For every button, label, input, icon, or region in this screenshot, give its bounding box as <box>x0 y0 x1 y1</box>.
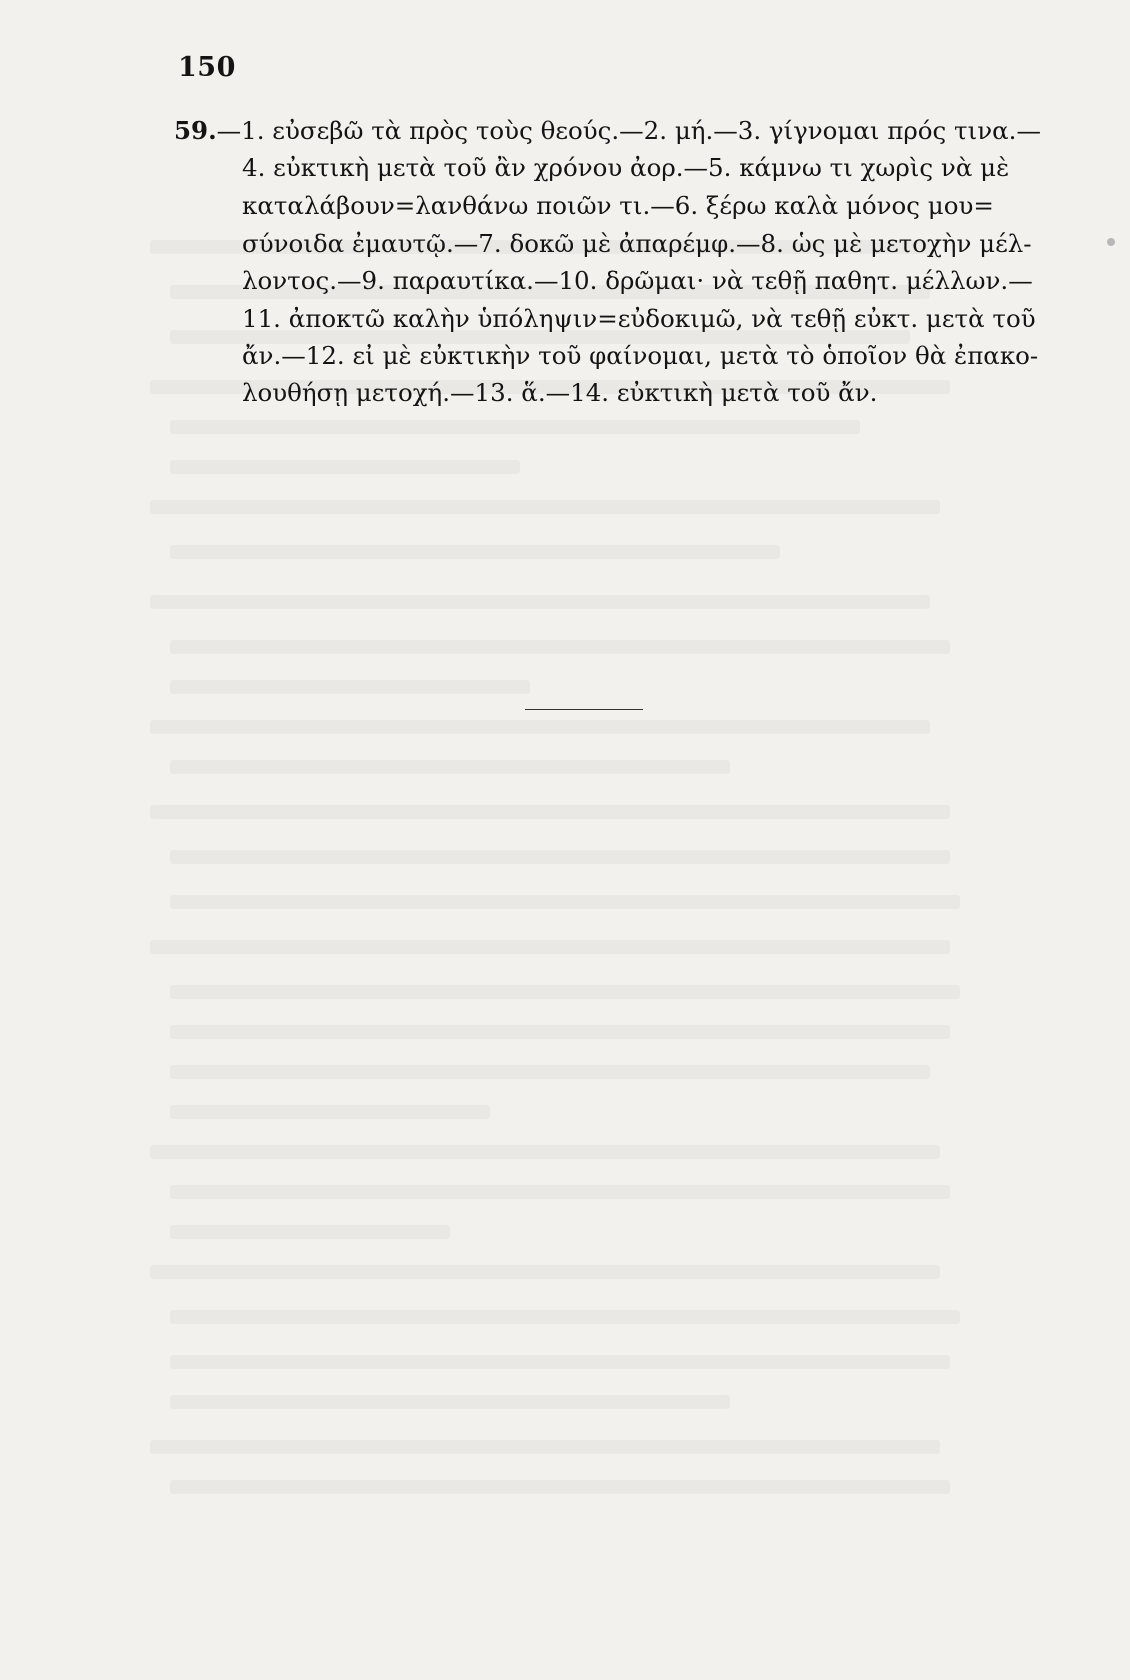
entry-line-1-text: —1. εὐσεβῶ τὰ πρὸς τοὺς θεούς.—2. μή.—3. γίγνομαι πρός τινα.— <box>216 116 1041 145</box>
reverse-side-bleed-through <box>150 60 980 1680</box>
entry-line-2: 4. εὐκτικὴ μετὰ τοῦ ἂν χρόνου ἀορ.—5. κάμνω τι χωρὶς νὰ μὲ <box>242 153 1010 182</box>
entry-line-3: καταλάβουν=λανθάνω ποιῶν τι.—6. ξέρω καλὰ μόνος μου= <box>242 191 994 220</box>
entry-line-8: λουθήσῃ μετοχή.—13. ἅ.—14. εὐκτικὴ μετὰ τοῦ ἄν. <box>242 378 878 407</box>
ink-spot <box>1107 238 1115 246</box>
entry-line-7: ἄν.—12. εἰ μὲ εὐκτικὴν τοῦ φαίνομαι, μετὰ τὸ ὁποῖον θὰ ἐπακο- <box>242 341 1039 370</box>
entry-line-4: σύνοιδα ἐμαυτῷ.—7. δοκῶ μὲ ἀπαρέμφ.—8. ὡς μὲ μετοχὴν μέλ- <box>242 229 1032 258</box>
page-number: 150 <box>178 52 236 83</box>
entry-line-6: 11. ἀποκτῶ καλὴν ὑπόληψιν=εὐδοκιμῶ, νὰ τεθῇ εὐκτ. μετὰ τοῦ <box>242 304 1036 333</box>
section-divider-rule <box>525 709 643 710</box>
entry-number: 59. <box>174 116 217 145</box>
entry-line-5: λοντος.—9. παραυτίκα.—10. δρῶμαι· νὰ τεθῇ παθητ. μέλλων.— <box>242 266 1033 295</box>
entry-line-1 <box>174 116 1041 146</box>
